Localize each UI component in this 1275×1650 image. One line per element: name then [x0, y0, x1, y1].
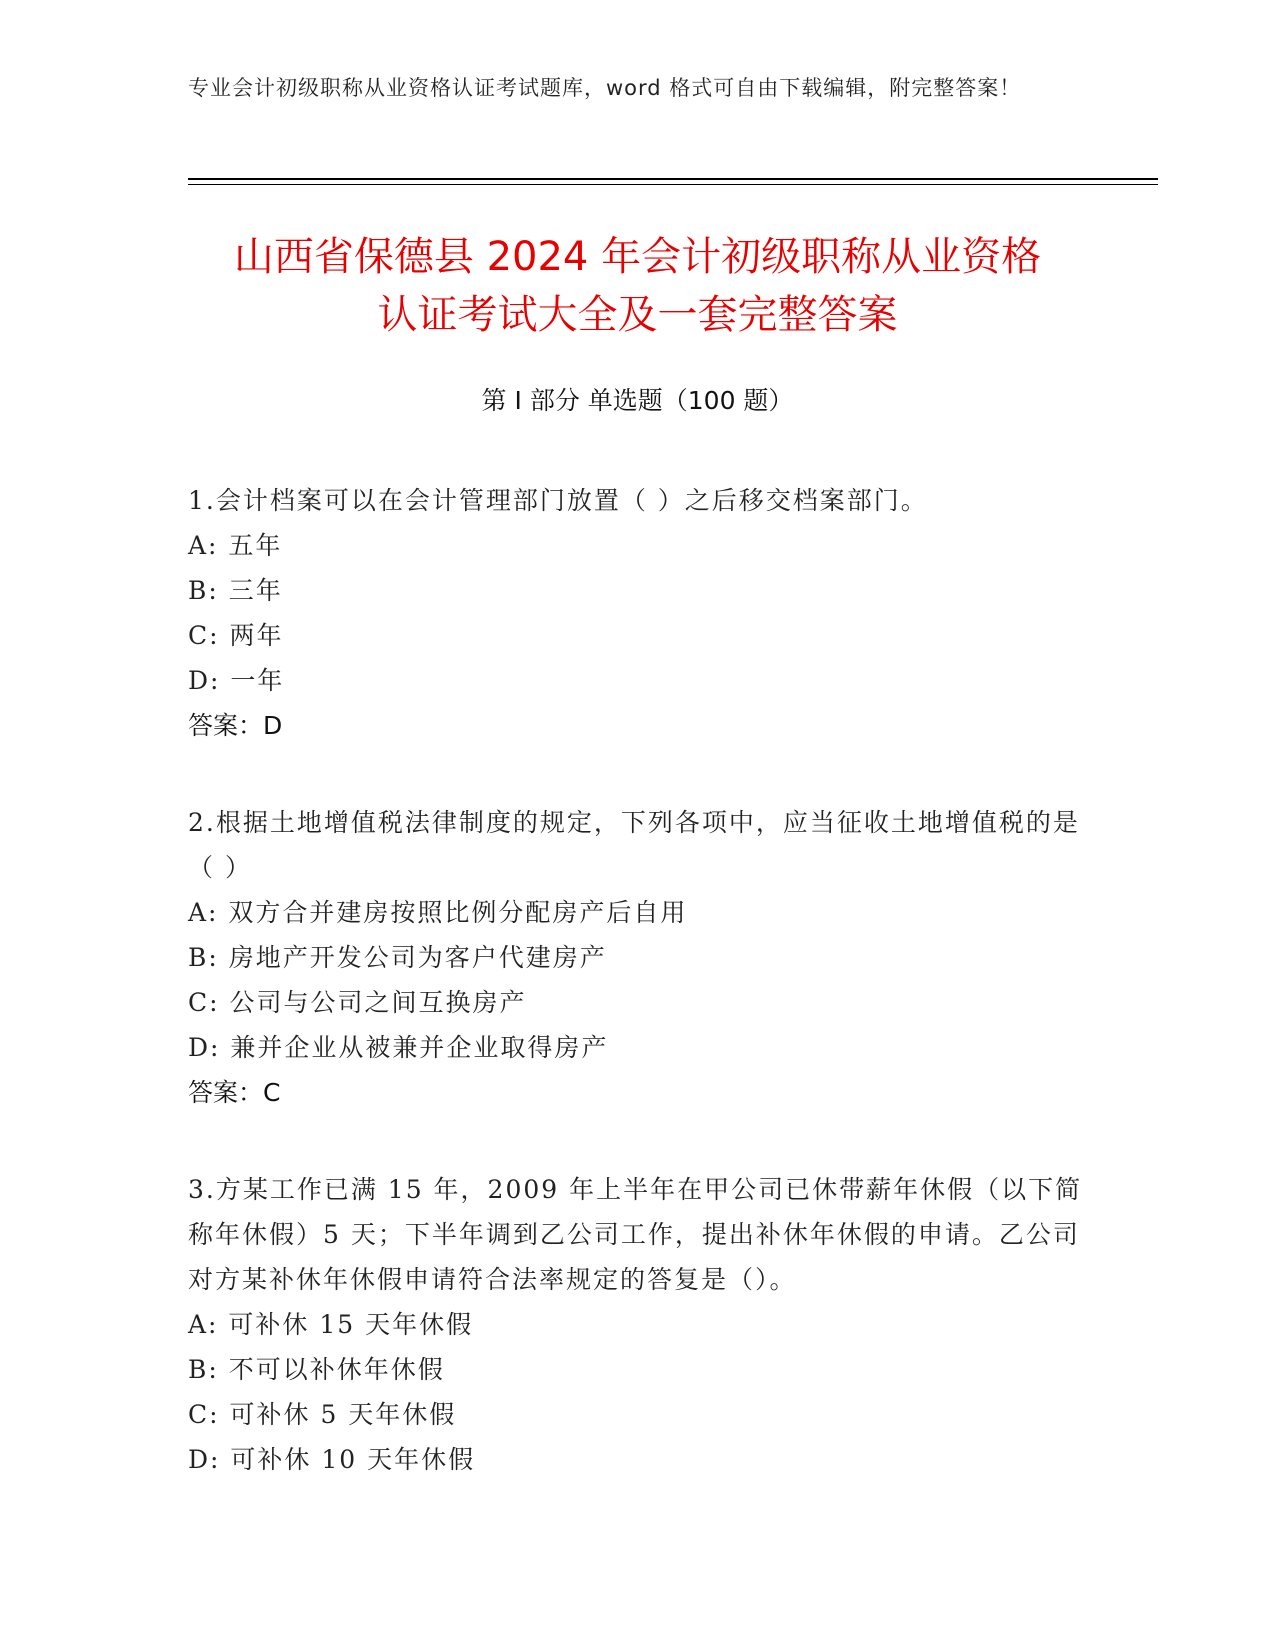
header-rule-thin: [188, 184, 1158, 185]
option-a: A: 五年: [188, 531, 283, 560]
question-3: [188, 1167, 1088, 1482]
document-title: [170, 228, 1105, 344]
question-2: [188, 800, 1088, 1115]
option-b: B: 房地产开发公司为客户代建房产: [188, 943, 607, 972]
question-list: [188, 478, 1088, 1534]
option-d: D: 可补休 10 天年休假: [188, 1445, 476, 1474]
header-note: 专业会计初级职称从业资格认证考试题库，word 格式可自由下载编辑，附完整答案！: [188, 76, 1022, 100]
answer: 答案：D: [188, 711, 283, 740]
option-d: D: 一年: [188, 666, 285, 695]
question-stem: 1.会计档案可以在会计管理部门放置（ ）之后移交档案部门。: [188, 486, 928, 515]
title-line-1: 山西省保德县 2024 年会计初级职称从业资格: [233, 234, 1042, 280]
option-a: A: 可补休 15 天年休假: [188, 1310, 474, 1339]
option-a: A: 双方合并建房按照比例分配房产后自用: [188, 898, 688, 927]
option-b: B: 不可以补休年休假: [188, 1355, 445, 1384]
section-heading: 第 I 部分 单选题（100 题）: [481, 386, 794, 415]
option-b: B: 三年: [188, 576, 283, 605]
answer: 答案：C: [188, 1078, 281, 1107]
question-1: [188, 478, 1088, 748]
option-d: D: 兼并企业从被兼并企业取得房产: [188, 1033, 609, 1062]
option-c: C: 可补休 5 天年休假: [188, 1400, 457, 1429]
question-stem: 3.方某工作已满 15 年，2009 年上半年在甲公司已休带薪年休假（以下简称年休假）5 天；下半年调到乙公司工作，提出补休年休假的申请。乙公司对方某补休年休假申请符合法率规定的答复是（）。: [188, 1175, 1083, 1294]
option-c: C: 公司与公司之间互换房产: [188, 988, 527, 1017]
header-rule-thick: [188, 178, 1158, 180]
title-line-2: 认证考试大全及一套完整答案: [377, 292, 898, 338]
option-c: C: 两年: [188, 621, 284, 650]
question-stem: 2.根据土地增值税法律制度的规定，下列各项中，应当征收土地增值税的是（ ）: [188, 808, 1080, 882]
